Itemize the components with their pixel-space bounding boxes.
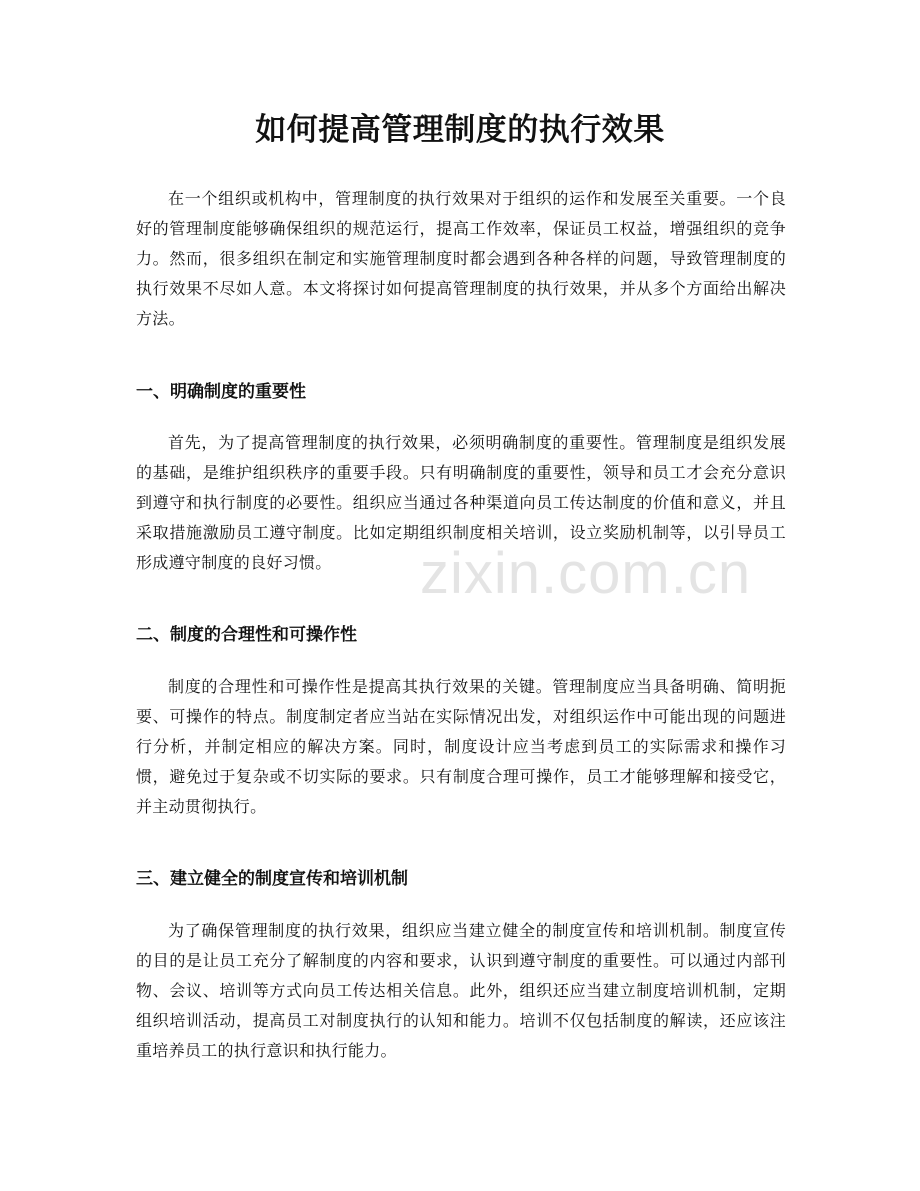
section-heading-2: 二、制度的合理性和可操作性 bbox=[136, 625, 357, 645]
section-body-1: 首先，为了提高管理制度的执行效果，必须明确制度的重要性。管理制度是组织发展的基础，是维护组织秩序的重要手段。只有明确制度的重要性，领导和员工才会充分意识到遵守和执行制度的必要性。组织应当通过各种渠道向员工传达制度的价值和意义，并且采取措施激励员工遵守制度。比如定期组织制度相关培训，设立奖励机制等，以引导员工形成遵守制度的良好习惯。 bbox=[136, 433, 786, 572]
section-heading-3: 三、建立健全的制度宣传和培训机制 bbox=[136, 869, 408, 889]
document-title: 如何提高管理制度的执行效果 bbox=[255, 112, 665, 148]
section-body-3: 为了确保管理制度的执行效果，组织应当建立健全的制度宣传和培训机制。制度宣传的目的是让员工充分了解制度的内容和要求，认识到遵守制度的重要性。可以通过内部刊物、会议、培训等方式向员工传达相关信息。此外，组织还应当建立制度培训机制，定期组织培训活动，提高员工对制度执行的认知和能力。培训不仅包括制度的解读，还应该注重培养员工的执行意识和执行能力。 bbox=[136, 921, 786, 1060]
intro-paragraph: 在一个组织或机构中，管理制度的执行效果对于组织的运作和发展至关重要。一个良好的管理制度能够确保组织的规范运行，提高工作效率，保证员工权益，增强组织的竞争力。然而，很多组织在制定和实施管理制度时都会遇到各种各样的问题，导致管理制度的执行效果不尽如人意。本文将探讨如何提高管理制度的执行效果，并从多个方面给出解决方法。 bbox=[136, 189, 786, 328]
watermark: zixin.com.cn bbox=[420, 541, 752, 606]
section-body-2: 制度的合理性和可操作性是提高其执行效果的关键。管理制度应当具备明确、简明扼要、可操作的特点。制度制定者应当站在实际情况出发，对组织运作中可能出现的问题进行分析，并制定相应的解决方案。同时，制度设计应当考虑到员工的实际需求和操作习惯，避免过于复杂或不切实际的要求。只有制度合理可操作，员工才能够理解和接受它，并主动贯彻执行。 bbox=[136, 677, 786, 816]
section-heading-1: 一、明确制度的重要性 bbox=[136, 382, 306, 402]
